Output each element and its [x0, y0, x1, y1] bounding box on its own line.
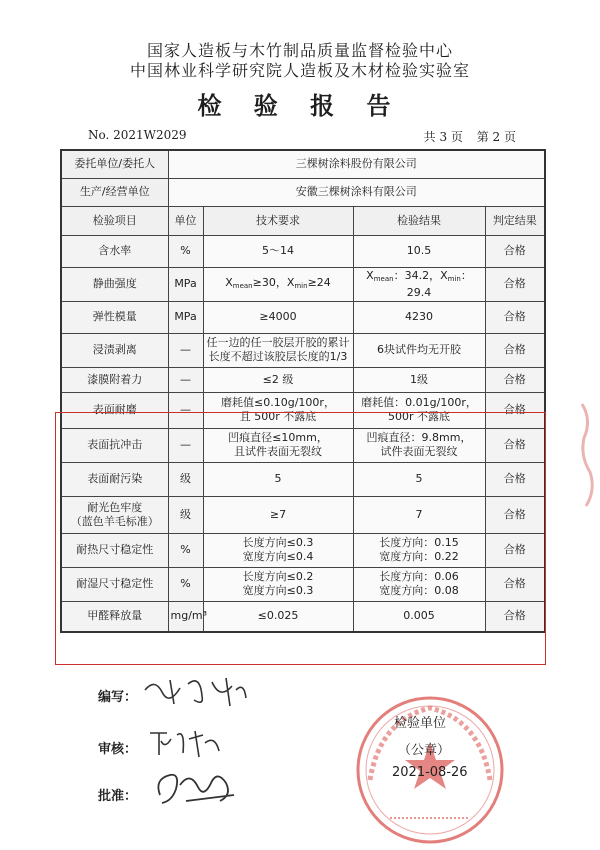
- table-row: [61, 333, 545, 367]
- highlight-box: [55, 412, 546, 665]
- row-verdict: 合格: [485, 462, 545, 496]
- producer-row: [61, 178, 545, 206]
- reviewer-signature: [145, 725, 225, 761]
- row-verdict: 合格: [485, 428, 545, 462]
- row-unit: mg/m³: [168, 601, 203, 632]
- cell-line: 0.005: [403, 609, 435, 623]
- row-unit: —: [168, 333, 203, 367]
- cell-line: $X_{mean}\ge 30$，$X_{min}\ge 24$: [225, 275, 331, 290]
- cell-line: 含水率: [98, 244, 132, 257]
- row-verdict: 合格: [485, 267, 545, 301]
- row-result: [353, 367, 485, 392]
- lab-name: 中国林业科学研究院人造板及木材检验实验室: [129, 61, 470, 80]
- row-unit: 级: [168, 462, 203, 496]
- writer-signature: [140, 670, 250, 710]
- client-row: [61, 150, 545, 178]
- pages-total: 共 3 页: [423, 130, 463, 144]
- cell-line: 长度方向≤0.3: [242, 536, 314, 549]
- cell-line: ≤0.025: [257, 609, 299, 623]
- reviewer-label: 审核：: [98, 742, 138, 757]
- cell-line: （蓝色羊毛标准）: [70, 514, 159, 528]
- cell-line: 甲醛释放量: [87, 609, 143, 623]
- cell-line: 5: [274, 472, 282, 485]
- row-unit: —: [168, 428, 203, 462]
- table-row: [61, 367, 545, 392]
- row-unit: MPa: [168, 267, 203, 301]
- cell-line: ≥7: [269, 507, 287, 521]
- row-item: [61, 367, 168, 392]
- cell-line: 宽度方向：0.08: [379, 584, 459, 597]
- row-unit: MPa: [168, 301, 203, 333]
- col-header-requirement: 技术要求: [203, 206, 353, 235]
- cell-line: 耐光色牢度: [87, 500, 143, 514]
- row-requirement: [203, 367, 353, 392]
- cell-line: 1级: [410, 372, 428, 386]
- producer-value: 安徽三棵树涂料有限公司: [168, 178, 545, 206]
- row-unit: %: [168, 533, 203, 567]
- row-item: [61, 267, 168, 301]
- row-unit: %: [168, 567, 203, 601]
- col-header-result: 检验结果: [353, 206, 485, 235]
- col-header-unit: 单位: [168, 206, 203, 235]
- stamp-unit-label: 检验单位: [394, 716, 447, 731]
- cell-line: 弹性模量: [92, 310, 137, 323]
- cell-line: 7: [415, 507, 423, 521]
- cell-line: 表面耐磨: [92, 403, 137, 416]
- row-verdict: 合格: [485, 533, 545, 567]
- table-row: [61, 235, 545, 267]
- seal-area: [350, 690, 510, 850]
- cell-line: 浸渍剥离: [92, 343, 137, 356]
- row-unit: —: [168, 367, 203, 392]
- cell-line: 500r 不露底: [387, 410, 450, 423]
- page-current: 第 2 页: [476, 130, 516, 144]
- cell-line: 长度不超过该胶层长度的1/3: [208, 350, 348, 363]
- table-row: [61, 267, 545, 301]
- row-result: [353, 333, 485, 367]
- row-verdict: 合格: [485, 567, 545, 601]
- cell-line: 长度方向：0.06: [379, 570, 459, 583]
- cell-line: 长度方向：0.15: [379, 536, 459, 549]
- cell-line: 凹痕直径≤10mm，: [228, 431, 328, 444]
- row-verdict: 合格: [485, 333, 545, 367]
- stamp-date: 2021-08-26: [392, 765, 468, 780]
- cell-line: 磨耗值≤0.10g/100r，: [221, 396, 335, 409]
- col-header-item: 检验项目: [61, 206, 168, 235]
- cell-line: 宽度方向≤0.3: [242, 584, 314, 597]
- row-unit: 级: [168, 496, 203, 533]
- cell-line: 耐湿尺寸稳定性: [76, 577, 154, 590]
- cell-line: 宽度方向：0.22: [379, 550, 459, 563]
- cell-line: 耐热尺寸稳定性: [76, 543, 154, 556]
- row-requirement: [203, 267, 353, 301]
- col-header-verdict: 判定结果: [485, 206, 545, 235]
- row-verdict: 合格: [485, 367, 545, 392]
- row-requirement: [203, 333, 353, 367]
- cell-line: 6块试件均无开胶: [377, 343, 461, 356]
- cell-line: 表面耐污染: [87, 472, 143, 485]
- writer-label: 编写：: [98, 690, 138, 705]
- cell-line: 试件表面无裂纹: [380, 445, 458, 458]
- row-verdict: 合格: [485, 235, 545, 267]
- row-verdict: 合格: [485, 392, 545, 428]
- cell-line: 漆膜附着力: [87, 372, 143, 386]
- cell-line: 且试件表面无裂纹: [234, 445, 322, 458]
- cell-line: ≥4000: [259, 310, 297, 323]
- cell-line: 5: [415, 472, 423, 485]
- row-requirement: [203, 235, 353, 267]
- cell-line: 长度方向≤0.2: [242, 570, 314, 583]
- report-number: No. 2021W2029: [88, 128, 187, 142]
- cell-line: 10.5: [406, 244, 432, 257]
- report-title: 检 验 报 告: [197, 91, 403, 120]
- client-value: 三棵树涂料股份有限公司: [168, 150, 545, 178]
- column-header-row: [61, 206, 545, 235]
- client-label: 委托单位/委托人: [61, 150, 168, 178]
- cell-line: 5～14: [262, 244, 294, 257]
- row-verdict: 合格: [485, 301, 545, 333]
- page-indicator: [414, 128, 516, 145]
- table-row: [61, 301, 545, 333]
- approver-label: 批准：: [98, 789, 138, 804]
- row-requirement: [203, 301, 353, 333]
- cell-line: 表面抗冲击: [87, 438, 143, 451]
- approver-signature: [150, 765, 240, 809]
- row-item: [61, 301, 168, 333]
- stamp-seal-label: （公章）: [398, 743, 451, 758]
- row-verdict: 合格: [485, 601, 545, 632]
- row-result: [353, 267, 485, 301]
- cell-line: 凹痕直径：9.8mm，: [366, 431, 472, 444]
- cell-line: 磨耗值：0.01g/100r，: [361, 396, 477, 409]
- center-name: 国家人造板与木竹制品质量监督检验中心: [146, 41, 453, 60]
- paging-seal-mark-icon: [578, 400, 598, 510]
- row-unit: %: [168, 235, 203, 267]
- cell-line: $X_{mean}$：34.2，$X_{min}$：29.4: [366, 268, 472, 299]
- row-unit: —: [168, 392, 203, 428]
- cell-line: 宽度方向≤0.4: [242, 550, 314, 563]
- cell-line: 4230: [405, 310, 433, 323]
- cell-line: 且 500r 不露底: [239, 410, 317, 423]
- row-verdict: 合格: [485, 496, 545, 533]
- row-result: [353, 235, 485, 267]
- cell-line: ≤2 级: [262, 372, 294, 386]
- cell-line: 任一边的任一胶层开胶的累计: [206, 336, 350, 349]
- producer-label: 生产/经营单位: [61, 178, 168, 206]
- row-item: [61, 333, 168, 367]
- row-result: [353, 301, 485, 333]
- row-item: [61, 235, 168, 267]
- cell-line: 静曲强度: [92, 277, 137, 290]
